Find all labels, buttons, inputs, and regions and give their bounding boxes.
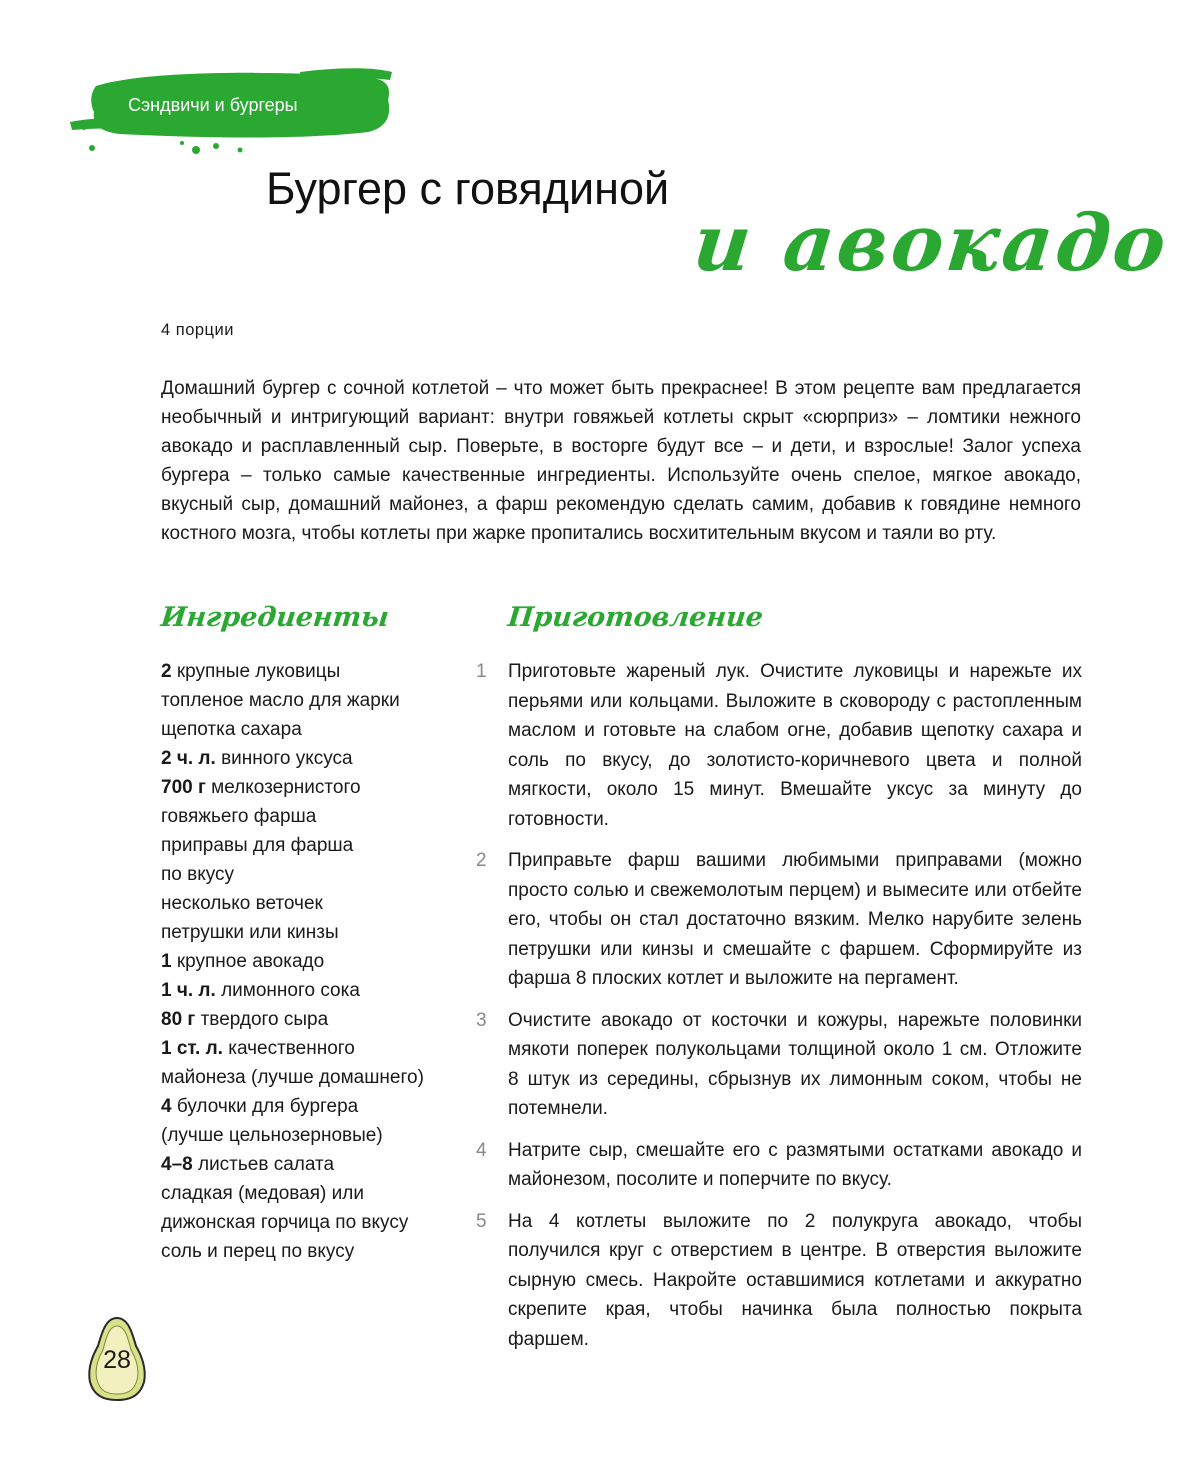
ingredient-text: листьев салата: [192, 1154, 335, 1175]
ingredient-text: топленое масло для жарки: [161, 690, 400, 711]
step-item: [470, 1136, 1082, 1195]
ingredient-item: [161, 715, 461, 744]
ingredient-item: [161, 686, 461, 715]
ingredient-text: петрушки или кинзы: [161, 922, 339, 943]
step-text: Натрите сыр, смешайте его с размятыми остатками авокадо и майонезом, посолите и поперчите по вкусу.: [508, 1139, 1082, 1190]
step-number: 1: [476, 661, 487, 682]
ingredient-text: булочки для бургера: [171, 1096, 359, 1117]
ingredient-item: [161, 860, 461, 889]
ingredient-item: [161, 1092, 461, 1121]
step-number: 4: [476, 1139, 487, 1161]
ingredient-item: [161, 657, 461, 686]
step-item: [470, 1207, 1082, 1355]
ingredients-list: [161, 657, 461, 1266]
ingredient-text: сладкая (медовая) или: [161, 1183, 364, 1204]
ingredient-quantity: 1 ч. л.: [161, 980, 216, 1001]
ingredient-text: мелкозернистого: [205, 777, 361, 798]
step-text: На 4 котлеты выложите по 2 полукруга авокадо, чтобы получился круг с отверстием в центре. В отверстия выложите сырную смесь. Накройте оставшимися котлетами и аккуратно скрепите края, чтобы начинка была полностью покрыта фаршем.: [508, 1210, 1082, 1350]
servings-label: 4 порции: [161, 321, 234, 339]
ingredient-quantity: 2: [161, 661, 172, 682]
ingredient-text: несколько веточек: [161, 893, 323, 914]
ingredient-item: [161, 1063, 461, 1092]
ingredient-text: твердого сыра: [195, 1009, 329, 1030]
ingredient-quantity: 80 г: [161, 1009, 196, 1030]
ingredient-text: майонеза (лучше домашнего): [161, 1067, 424, 1088]
step-number: 2: [476, 850, 487, 871]
ingredient-text: (лучше цельнозерновые): [161, 1125, 383, 1146]
ingredient-text: качественного: [222, 1038, 355, 1059]
page-number: 28: [103, 1346, 131, 1374]
ingredient-item: [161, 831, 461, 860]
ingredient-item: [161, 744, 461, 773]
recipe-title: Бургер с говядиной: [266, 163, 670, 214]
ingredients-heading: Ингредиенты: [159, 602, 391, 633]
ingredient-item: [161, 1150, 461, 1179]
recipe-title-accent: и авокадо: [689, 198, 1174, 289]
ingredient-text: говяжьего фарша: [161, 806, 317, 827]
step-text: Приправьте фарш вашими любимыми приправами (можно просто солью и свежемолотым перцем) и вымесите или отбейте его, чтобы он стал достаточно вязким. Мелко нарубите зелень петрушки или кинзы и смешайте с фаршем. Сформируйте из фарша 8 плоских котлет и выложите на пергамент.: [508, 850, 1082, 989]
ingredient-item: [161, 918, 461, 947]
ingredient-text: щепотка сахара: [161, 719, 302, 740]
step-text: Очистите авокадо от косточки и кожуры, нарежьте половинки мякоти поперек полукольцами толщиной около 1 см. Отложите 8 штук из середины, сбрызнув их лимонным соком, чтобы не потемнели.: [508, 1009, 1082, 1119]
preparation-steps: [470, 657, 1082, 1366]
step-number: 5: [476, 1210, 487, 1232]
ingredient-quantity: 1 ст. л.: [161, 1038, 223, 1059]
ingredient-text: винного уксуса: [215, 748, 353, 769]
step-text: Приготовьте жареный лук. Очистите луковицы и нарежьте их перьями или кольцами. Выложите в сковороду с растопленным маслом и готовьте на слабом огне, добавив щепотку сахара и соль по вкусу, до золотисто-коричневого цвета и полной мягкости, около 15 минут. Вмешайте уксус за минуту до готовности.: [508, 661, 1082, 830]
ingredient-text: крупное авокадо: [171, 951, 325, 972]
ingredient-quantity: 700 г: [161, 777, 206, 798]
brush-stroke-shape: [0, 0, 420, 170]
ingredient-item: [161, 1208, 461, 1237]
ingredient-text: по вкусу: [161, 864, 235, 885]
ingredient-quantity: 2 ч. л.: [161, 748, 216, 769]
ingredient-item: [161, 947, 461, 976]
page-number-badge: [88, 1316, 146, 1402]
ingredient-item: [161, 976, 461, 1005]
step-item: [470, 1006, 1082, 1124]
step-item: [470, 657, 1082, 834]
ingredient-text: дижонская горчица по вкусу: [161, 1212, 409, 1233]
section-banner: [0, 0, 420, 170]
ingredient-item: [161, 889, 461, 918]
ingredient-quantity: 4: [161, 1096, 172, 1117]
ingredient-text: приправы для фарша: [161, 835, 354, 856]
ingredient-quantity: 1: [161, 951, 172, 972]
intro-paragraph: Домашний бургер с сочной котлетой – что может быть прекраснее! В этом рецепте вам предлагается необычный и интригующий вариант: внутри говяжьей котлеты скрыт «сюрприз» – ломтики нежного авокадо и расплавленный сыр. Поверьте, в восторге будут все – и дети, и взрослые! Залог успеха бургера – только самые качественные ингредиенты. Используйте очень спелое, мягкое авокадо, вкусный сыр, домашний майонез, а фарш рекомендую сделать самим, добавив к говядине немного костного мозга, чтобы котлеты при жарке пропитались восхитительным вкусом и таяли во рту.: [161, 378, 1081, 544]
ingredient-item: [161, 773, 461, 802]
ingredient-text: лимонного сока: [215, 980, 360, 1001]
step-item: [470, 846, 1082, 994]
ingredient-item: [161, 1179, 461, 1208]
ingredient-item: [161, 802, 461, 831]
ingredient-text: соль и перец по вкусу: [161, 1241, 355, 1262]
step-number: 3: [476, 1009, 487, 1031]
preparation-heading: Приготовление: [506, 602, 765, 633]
ingredient-text: крупные луковицы: [171, 661, 341, 682]
ingredient-quantity: 4–8: [161, 1154, 193, 1175]
ingredient-item: [161, 1034, 461, 1063]
section-label: Сэндвичи и бургеры: [128, 95, 298, 115]
ingredient-item: [161, 1005, 461, 1034]
ingredient-item: [161, 1121, 461, 1150]
ingredient-item: [161, 1237, 461, 1266]
